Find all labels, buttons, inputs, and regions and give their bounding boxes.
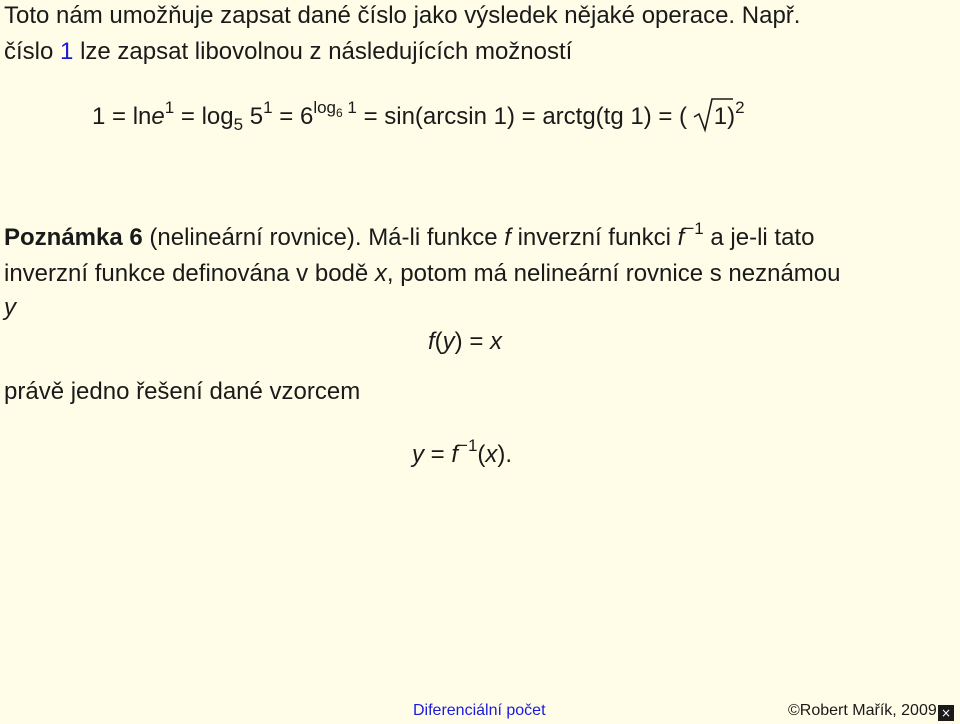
eq1-equals: = — [363, 103, 378, 130]
eq2-y: y — [442, 328, 455, 355]
eq1-five-exponent: 1 — [263, 98, 273, 117]
eq1-six: 6 — [299, 103, 314, 130]
note-text-2: inverzní funkci — [517, 224, 671, 251]
note-finv-exponent: −1 — [684, 219, 704, 238]
equation-one-forms — [92, 98, 745, 134]
eq1-ln: ln — [132, 103, 152, 130]
eq1-square-exponent: 2 — [735, 98, 745, 117]
intro-text-b: lze zapsat libovolnou z následujících možností — [80, 38, 573, 65]
footer-copyright: ©Robert Mařík, 2009 — [788, 702, 937, 719]
note-text-3: a je-li tato — [710, 224, 815, 251]
eq1-sin: sin(arcsin 1) — [384, 103, 515, 130]
eq1-six-exponent — [313, 98, 357, 120]
eq2-f: f — [428, 328, 435, 355]
eq3-y: y — [412, 441, 424, 468]
eq2-x: x — [490, 328, 503, 355]
note-line-2 — [4, 260, 841, 288]
note-x: x — [374, 260, 387, 287]
eq3-lpar: ( — [477, 441, 486, 468]
eq1-equals: = — [521, 103, 536, 130]
note-text-1: Má-li funkce — [368, 224, 498, 251]
eq3-f: f — [451, 441, 459, 468]
eq2-rpar: ) — [454, 328, 463, 355]
eq1-paren-open: ( — [679, 103, 688, 130]
eq3-exponent: −1 — [458, 436, 478, 455]
note-subtitle: (nelineární rovnice). — [149, 224, 362, 251]
intro-text-a: číslo — [4, 38, 54, 65]
eq1-sqrt — [714, 103, 727, 131]
note-title: Poznámka 6 — [4, 224, 143, 251]
eq1-sqrt-arg: 1 — [713, 103, 728, 130]
eq1-e: e — [151, 103, 165, 130]
note-line-2-a: inverzní funkce definována v bodě — [4, 260, 369, 287]
intro-number: 1 — [60, 38, 74, 65]
eq1-equals: = — [658, 103, 673, 130]
note-y: y — [4, 294, 16, 321]
eq2-lpar: ( — [434, 328, 443, 355]
intro-line-1: Toto nám umožňuje zapsat dané číslo jako výsledek nějaké operace. Např. — [4, 2, 801, 29]
footer-link[interactable]: Diferenciální počet — [413, 702, 546, 719]
eq1-exp-log: log — [313, 98, 336, 117]
sqrt-sign-icon — [692, 97, 734, 133]
close-icon[interactable]: × — [938, 705, 954, 721]
eq1-equals: = — [112, 103, 127, 130]
eq1-equals: = — [279, 103, 294, 130]
eq1-log: log — [201, 103, 234, 130]
eq2-equals: = — [469, 328, 484, 355]
eq1-e-exponent: 1 — [164, 98, 175, 117]
equation-solution — [412, 436, 513, 469]
eq3-rpar: ). — [497, 441, 513, 468]
eq1-equals: = — [180, 103, 195, 130]
note-line-2-b: , potom má nelineární rovnice s neznámou — [386, 260, 841, 287]
eq1-arctg: arctg(tg 1) — [542, 103, 652, 130]
eq1-log-base: 5 — [233, 115, 244, 134]
eq3-equals: = — [430, 441, 445, 468]
equation-f-of-y — [428, 328, 502, 356]
eq1-one: 1 — [92, 103, 106, 130]
eq3-x: x — [485, 441, 498, 468]
after-text: právě jedno řešení dané vzorcem — [4, 378, 361, 405]
eq1-exp-log-base: 6 — [336, 106, 343, 120]
note-line-1 — [4, 219, 815, 252]
intro-line-2 — [4, 38, 572, 66]
eq1-paren-close: ) — [727, 103, 736, 130]
note-finv: f — [677, 224, 685, 251]
eq1-exp-log-arg: 1 — [347, 98, 357, 117]
eq1-five: 5 — [249, 103, 264, 130]
note-f: f — [504, 224, 511, 251]
